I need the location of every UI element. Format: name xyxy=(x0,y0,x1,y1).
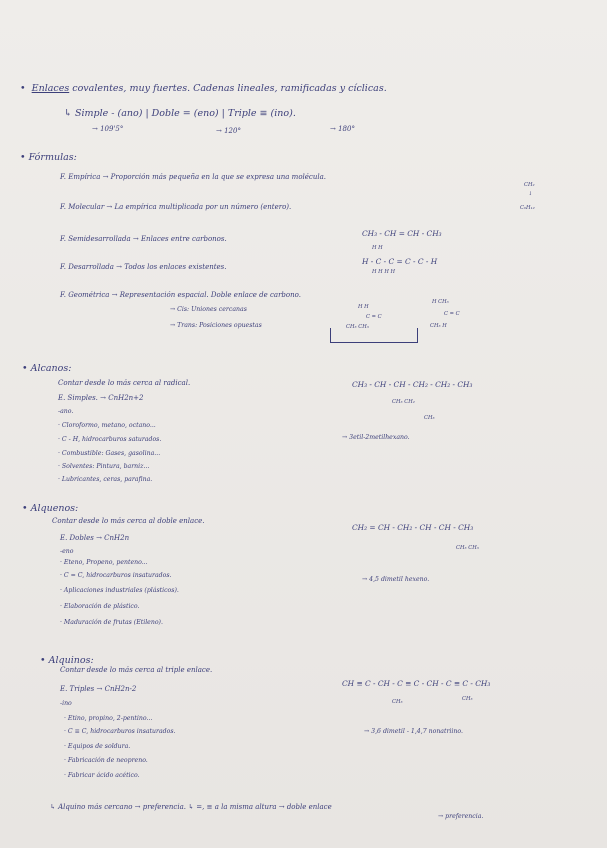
trans-label: → Trans: Posiciones opuestas xyxy=(170,322,262,329)
formula-desarrollada: F. Desarrollada → Todos los enlaces existentes. xyxy=(60,263,227,271)
alquinos-line: · Equipos de soldura. xyxy=(64,743,131,750)
alquinos-name: → 3,6 dimetil - 1,4,7 nonatriino. xyxy=(364,728,463,735)
alquinos-line: · Etino, propino, 2-pentino... xyxy=(64,715,153,722)
alcanos-chem-sub2: CH₃ xyxy=(424,415,435,421)
formula-semidesarrollada: F. Semidesarrollada → Enlaces entre carbonos. xyxy=(60,235,227,243)
alquinos-line: -ino xyxy=(60,700,72,707)
desarrollada-chem: H - C - C = C - C - H xyxy=(362,257,438,266)
alquenos-line: · Eteno, Propeno, penteno... xyxy=(60,559,148,566)
alquenos-line: · Maduración de frutas (Etileno). xyxy=(60,619,163,626)
alcanos-chem-main: CH₃ - CH - CH - CH₂ - CH₂ - CH₃ xyxy=(352,380,473,389)
alquenos-line: E. Dobles → CnH2n xyxy=(60,534,130,542)
alquinos-heading: • Alquinos: xyxy=(40,656,94,666)
formulas-heading: • Fórmulas: xyxy=(20,153,77,163)
alcanos-line: · Cloroformo, metano, octano... xyxy=(58,422,156,429)
alquenos-line: -eno xyxy=(60,548,74,555)
alquenos-line: · Aplicaciones industriales (plásticos). xyxy=(60,587,179,594)
alquenos-chem-main: CH₂ = CH - CH₂ - CH - CH - CH₃ xyxy=(352,523,474,532)
alcanos-line: · C - H, hidrocarburos saturados. xyxy=(58,436,162,443)
trans-chem-top: H CH₃ xyxy=(432,299,449,305)
alquinos-line: · C ≡ C, hidrocarburos insaturados. xyxy=(64,728,176,735)
alcanos-line: · Lubricantes, ceras, parafina. xyxy=(58,476,153,483)
empirica-chem-bottom: C₆H₁₂ xyxy=(520,205,535,211)
alcanos-line: Contar desde lo más cerca al radical. xyxy=(58,379,191,387)
alquenos-line: Contar desde lo más cerca al doble enlace. xyxy=(52,517,205,525)
desarrollada-h-top: H H xyxy=(372,245,383,251)
formula-molecular: F. Molecular → La empírica multiplicada por un número (entero). xyxy=(60,203,292,211)
alquinos-line: E. Triples → CnH2n-2 xyxy=(60,685,137,693)
bond-types: ↳ Simple - (ano) | Doble = (eno) | Triple ≡ (ino). xyxy=(64,108,296,119)
enlaces-term: Enlaces xyxy=(31,83,70,94)
empirica-chem-arrow: ↓ xyxy=(528,191,533,197)
alcanos-chem-sub1: CH₃ CH₂ xyxy=(392,399,415,405)
alcanos-line: · Combustible: Gases, gasolina... xyxy=(58,450,161,457)
semidesarrollada-chem: CH₃ - CH = CH - CH₃ xyxy=(362,229,442,238)
intro-text: covalentes, muy fuertes. Cadenas lineales, ramificadas y cíclicas. xyxy=(72,83,387,94)
alquinos-chem-sub1: CH₃ xyxy=(392,699,403,705)
angle-simple: → 109'5° xyxy=(92,125,124,133)
alcanos-name: → 3etil-2metilhexano. xyxy=(342,434,410,441)
alquenos-line: · Elaboración de plástico. xyxy=(60,603,140,610)
footer-line-2: → preferencia. xyxy=(438,813,484,820)
angle-doble: → 120° xyxy=(216,127,241,135)
alquenos-name: → 4,5 dimetil hexeno. xyxy=(362,576,430,583)
cis-bracket xyxy=(330,328,418,343)
trans-chem-mid: C = C xyxy=(444,311,460,317)
alquinos-line: Contar desde lo más cerca al triple enlace. xyxy=(60,666,213,674)
alcanos-line: -ano. xyxy=(58,408,74,415)
footer-line-1: ↳ Alquino más cercano → preferencia. ↳ =, ≡ a la misma altura → doble enlace xyxy=(50,803,332,811)
alquinos-line: · Fabricar ácido acético. xyxy=(64,772,140,779)
cis-chem-bottom: CH₃ CH₃ xyxy=(346,324,369,330)
alquinos-chem-main: CH ≡ C - CH - C ≡ C - CH - C ≡ C - CH₃ xyxy=(342,679,491,688)
empirica-chem-top: CH₂ xyxy=(524,182,535,188)
cis-chem-mid: C = C xyxy=(366,314,382,320)
alcanos-line: · Solventes: Pintura, barniz... xyxy=(58,463,150,470)
cis-chem-top: H H xyxy=(358,304,369,310)
alquinos-chem-sub2: CH₃ xyxy=(462,696,473,702)
alquenos-line: · C = C, hidrocarburos insaturados. xyxy=(60,572,172,579)
trans-chem-bottom: CH₃ H xyxy=(430,323,447,329)
desarrollada-h-bottom: H H H H xyxy=(372,269,396,275)
alquinos-line: · Fabricación de neopreno. xyxy=(64,757,148,764)
alquenos-chem-sub: CH₃ CH₃ xyxy=(456,545,479,551)
alcanos-heading: • Alcanos: xyxy=(22,364,71,374)
angle-triple: → 180° xyxy=(330,125,355,133)
formula-geometrica: F. Geométrica → Representación espacial. Doble enlace de carbono. xyxy=(60,291,301,299)
formula-empirica: F. Empírica → Proporción más pequeña en la que se expresa una molécula. xyxy=(60,173,326,181)
alcanos-line: E. Simples. → CnH2n+2 xyxy=(58,394,144,402)
cis-label: → Cis: Uniones cercanas xyxy=(170,306,247,313)
intro-line xyxy=(20,84,387,94)
alquenos-heading: • Alquenos: xyxy=(22,504,78,514)
